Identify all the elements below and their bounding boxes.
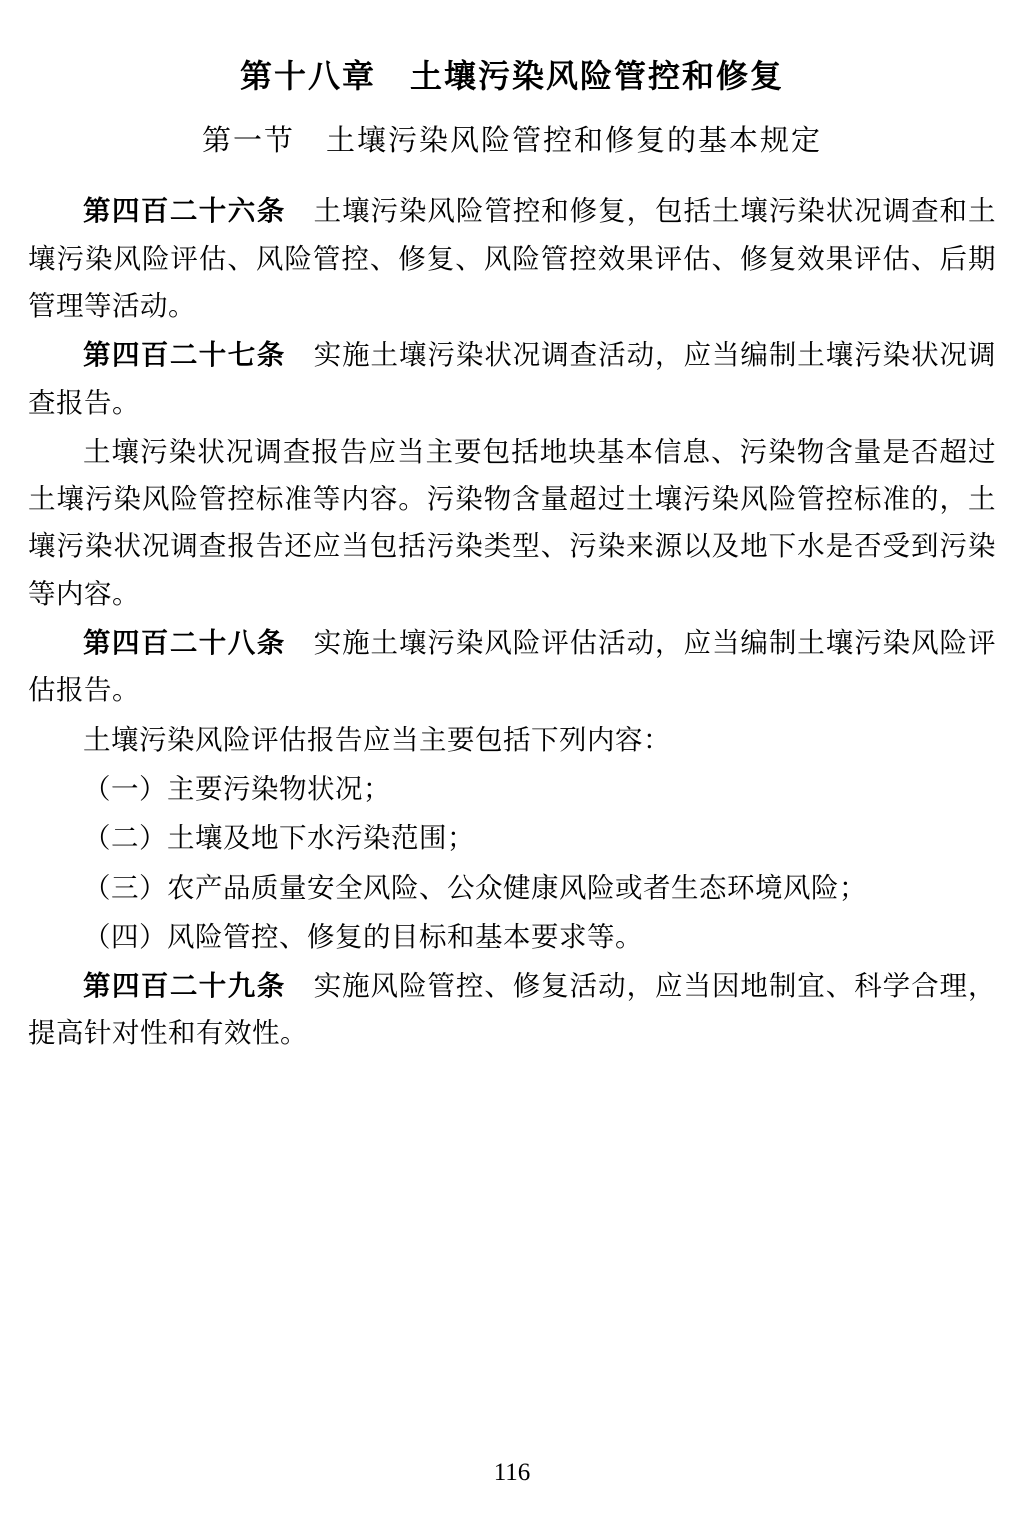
paragraph-text: （四）风险管控、修复的目标和基本要求等。 xyxy=(83,920,643,952)
list-item-3 xyxy=(28,864,996,911)
paragraph-art-428 xyxy=(28,619,996,714)
paragraph-text: （一）主要污染物状况； xyxy=(83,772,391,804)
document-body xyxy=(28,187,996,1056)
section-title: 第一节 土壤污染风险管控和修复的基本规定 xyxy=(201,124,822,157)
paragraph-art-428-p2 xyxy=(28,716,996,763)
list-item-4 xyxy=(28,913,996,960)
paragraph-text: （三）农产品质量安全风险、公众健康风险或者生态环境风险； xyxy=(83,871,867,903)
list-item-2 xyxy=(28,814,996,861)
paragraph-text: 实施土壤污染风险评估活动，应当编制土壤污染风险评估报告。 xyxy=(28,627,997,706)
paragraph-art-427-p2 xyxy=(28,428,996,617)
article-number: 第四百二十七条 xyxy=(83,339,286,371)
article-number: 第四百二十六条 xyxy=(83,195,286,227)
page-title: 第十八章 土壤污染风险管控和修复 xyxy=(239,58,784,94)
paragraph-text: 土壤污染风险评估报告应当主要包括下列内容： xyxy=(83,723,671,755)
page-number: 116 xyxy=(493,1459,531,1486)
paragraph-text: 实施风险管控、修复活动，应当因地制宜、科学合理，提高针对性和有效性。 xyxy=(28,970,997,1049)
paragraph-text: 土壤污染风险管控和修复，包括土壤污染状况调查和土壤污染风险评估、风险管控、修复、风险管控效果评估、修复效果评估、后期管理等活动。 xyxy=(28,195,997,321)
list-item-1 xyxy=(28,765,996,812)
paragraph-art-427 xyxy=(28,331,996,426)
article-number: 第四百二十九条 xyxy=(83,970,286,1002)
paragraph-art-426 xyxy=(28,187,996,329)
paragraph-text: 实施土壤污染状况调查活动，应当编制土壤污染状况调查报告。 xyxy=(28,339,997,418)
paragraph-art-429 xyxy=(28,962,996,1057)
paragraph-text: （二）土壤及地下水污染范围； xyxy=(83,822,475,854)
paragraph-text: 土壤污染状况调查报告应当主要包括地块基本信息、污染物含量是否超过土壤污染风险管控标准等内容。污染物含量超过土壤污染风险管控标准的，土壤污染状况调查报告还应当包括污染类型、污染来源以及地下水是否受到污染等内容。 xyxy=(28,435,996,609)
article-number: 第四百二十八条 xyxy=(83,627,286,659)
